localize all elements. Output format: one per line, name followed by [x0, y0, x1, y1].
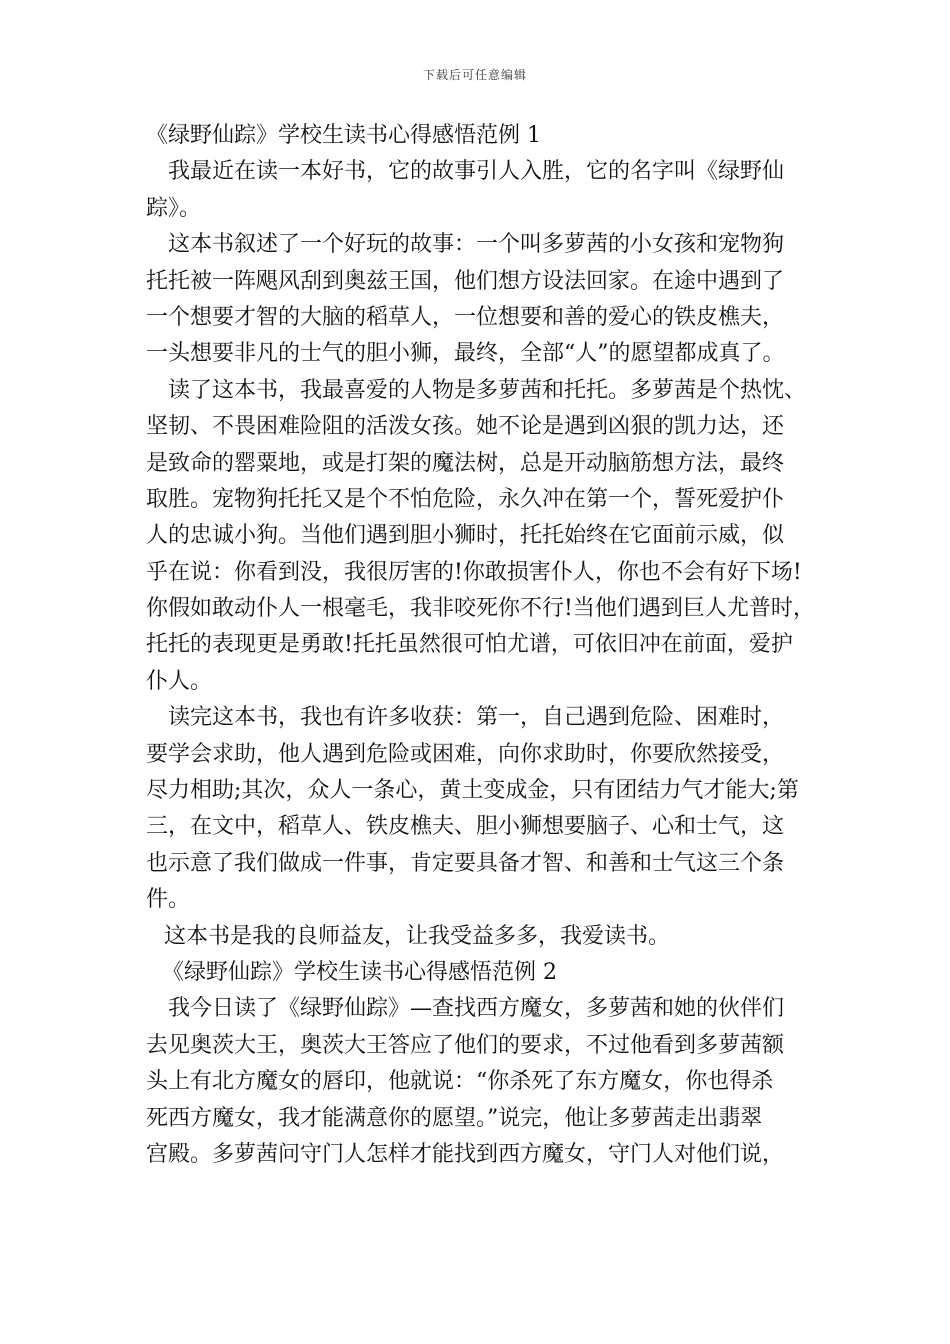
essay-title-1: 《绿野仙踪》学校生读书心得感悟范例 1 — [146, 123, 541, 148]
paragraph-line: 踪》。 — [146, 195, 202, 221]
paragraph-line: 读完这本书，我也有许多收获：第一，自己遇到危险、困难时， — [168, 705, 785, 731]
paragraph-line: 读了这本书，我最喜爱的人物是多萝茜和托托。多萝茜是个热忱、 — [168, 377, 807, 403]
paragraph-line: 坚韧、不畏困难险阻的活泼女孩。她不论是遇到凶狠的凯力达，还 — [146, 414, 785, 440]
document-body — [146, 118, 826, 1173]
paragraph-line: 是致命的罂粟地，或是打架的魔法树，总是开动脑筋想方法，最终 — [146, 450, 785, 476]
paragraph-line: 头上有北方魔女的唇印，他就说：“你杀死了东方魔女，你也得杀 — [146, 1069, 774, 1095]
essay-title-2: 《绿野仙踪》学校生读书心得感悟范例 2 — [162, 959, 557, 985]
paragraph-line: 要学会求助，他人遇到危险或困难，向你求助时，你要欣然接受， — [146, 741, 785, 767]
paragraph-line: 人的忠诚小狗。当他们遇到胆小狮时，托托始终在它面前示威，似 — [146, 523, 785, 549]
paragraph-line: 仆人。 — [146, 668, 213, 694]
paragraph-line: 这本书是我的良师益友，让我受益多多，我爱读书。 — [164, 923, 671, 949]
paragraph-line: 去见奥茨大王，奥茨大王答应了他们的要求，不过他看到多萝茜额 — [146, 1032, 785, 1058]
page-header: 下载后可任意编辑 — [422, 68, 527, 82]
paragraph-line: 宫殿。多萝茜问守门人怎样才能找到西方魔女，守门人对他们说， — [146, 1141, 785, 1167]
paragraph-line: 乎在说：你看到没，我很厉害的!你敢损害仆人，你也不会有好下场! — [146, 559, 802, 585]
paragraph-line: 你假如敢动仆人一根毫毛，我非咬死你不行!当他们遇到巨人尤普时， — [146, 596, 815, 622]
paragraph-line: 尽力相助;其次，众人一条心，黄土变成金，只有团结力气才能大;第 — [146, 778, 799, 804]
paragraph-line: 这本书叙述了一个好玩的故事：一个叫多萝茜的小女孩和宠物狗 — [168, 232, 785, 258]
paragraph-line: 一头想要非凡的士气的胆小狮，最终，全部“人”的愿望都成真了。 — [146, 341, 785, 367]
paragraph-line: 我最近在读一本好书，它的故事引人入胜，它的名字叫《绿野仙 — [168, 159, 785, 185]
paragraph-line: 我今日读了《绿野仙踪》—查找西方魔女，多萝茜和她的伙伴们 — [168, 996, 785, 1022]
paragraph-line: 件。 — [146, 887, 191, 913]
paragraph-line: 一个想要才智的大脑的稻草人，一位想要和善的爱心的铁皮樵夫， — [146, 304, 785, 330]
paragraph-line: 托托的表现更是勇敢!托托虽然很可怕尤谱，可依旧冲在前面，爱护 — [146, 632, 793, 658]
paragraph-line: 也示意了我们做成一件事，肯定要具备才智、和善和士气这三个条 — [146, 850, 785, 876]
paragraph-line: 死西方魔女，我才能满意你的愿望。”说完，他让多萝茜走出翡翠 — [146, 1105, 763, 1131]
paragraph-line: 取胜。宠物狗托托又是个不怕危险，永久冲在第一个，誓死爱护仆 — [146, 486, 785, 512]
paragraph-line: 三，在文中，稻草人、铁皮樵夫、胆小狮想要脑子、心和士气，这 — [146, 814, 785, 840]
paragraph-line: 托托被一阵飓风刮到奥兹王国，他们想方设法回家。在途中遇到了 — [146, 268, 785, 294]
